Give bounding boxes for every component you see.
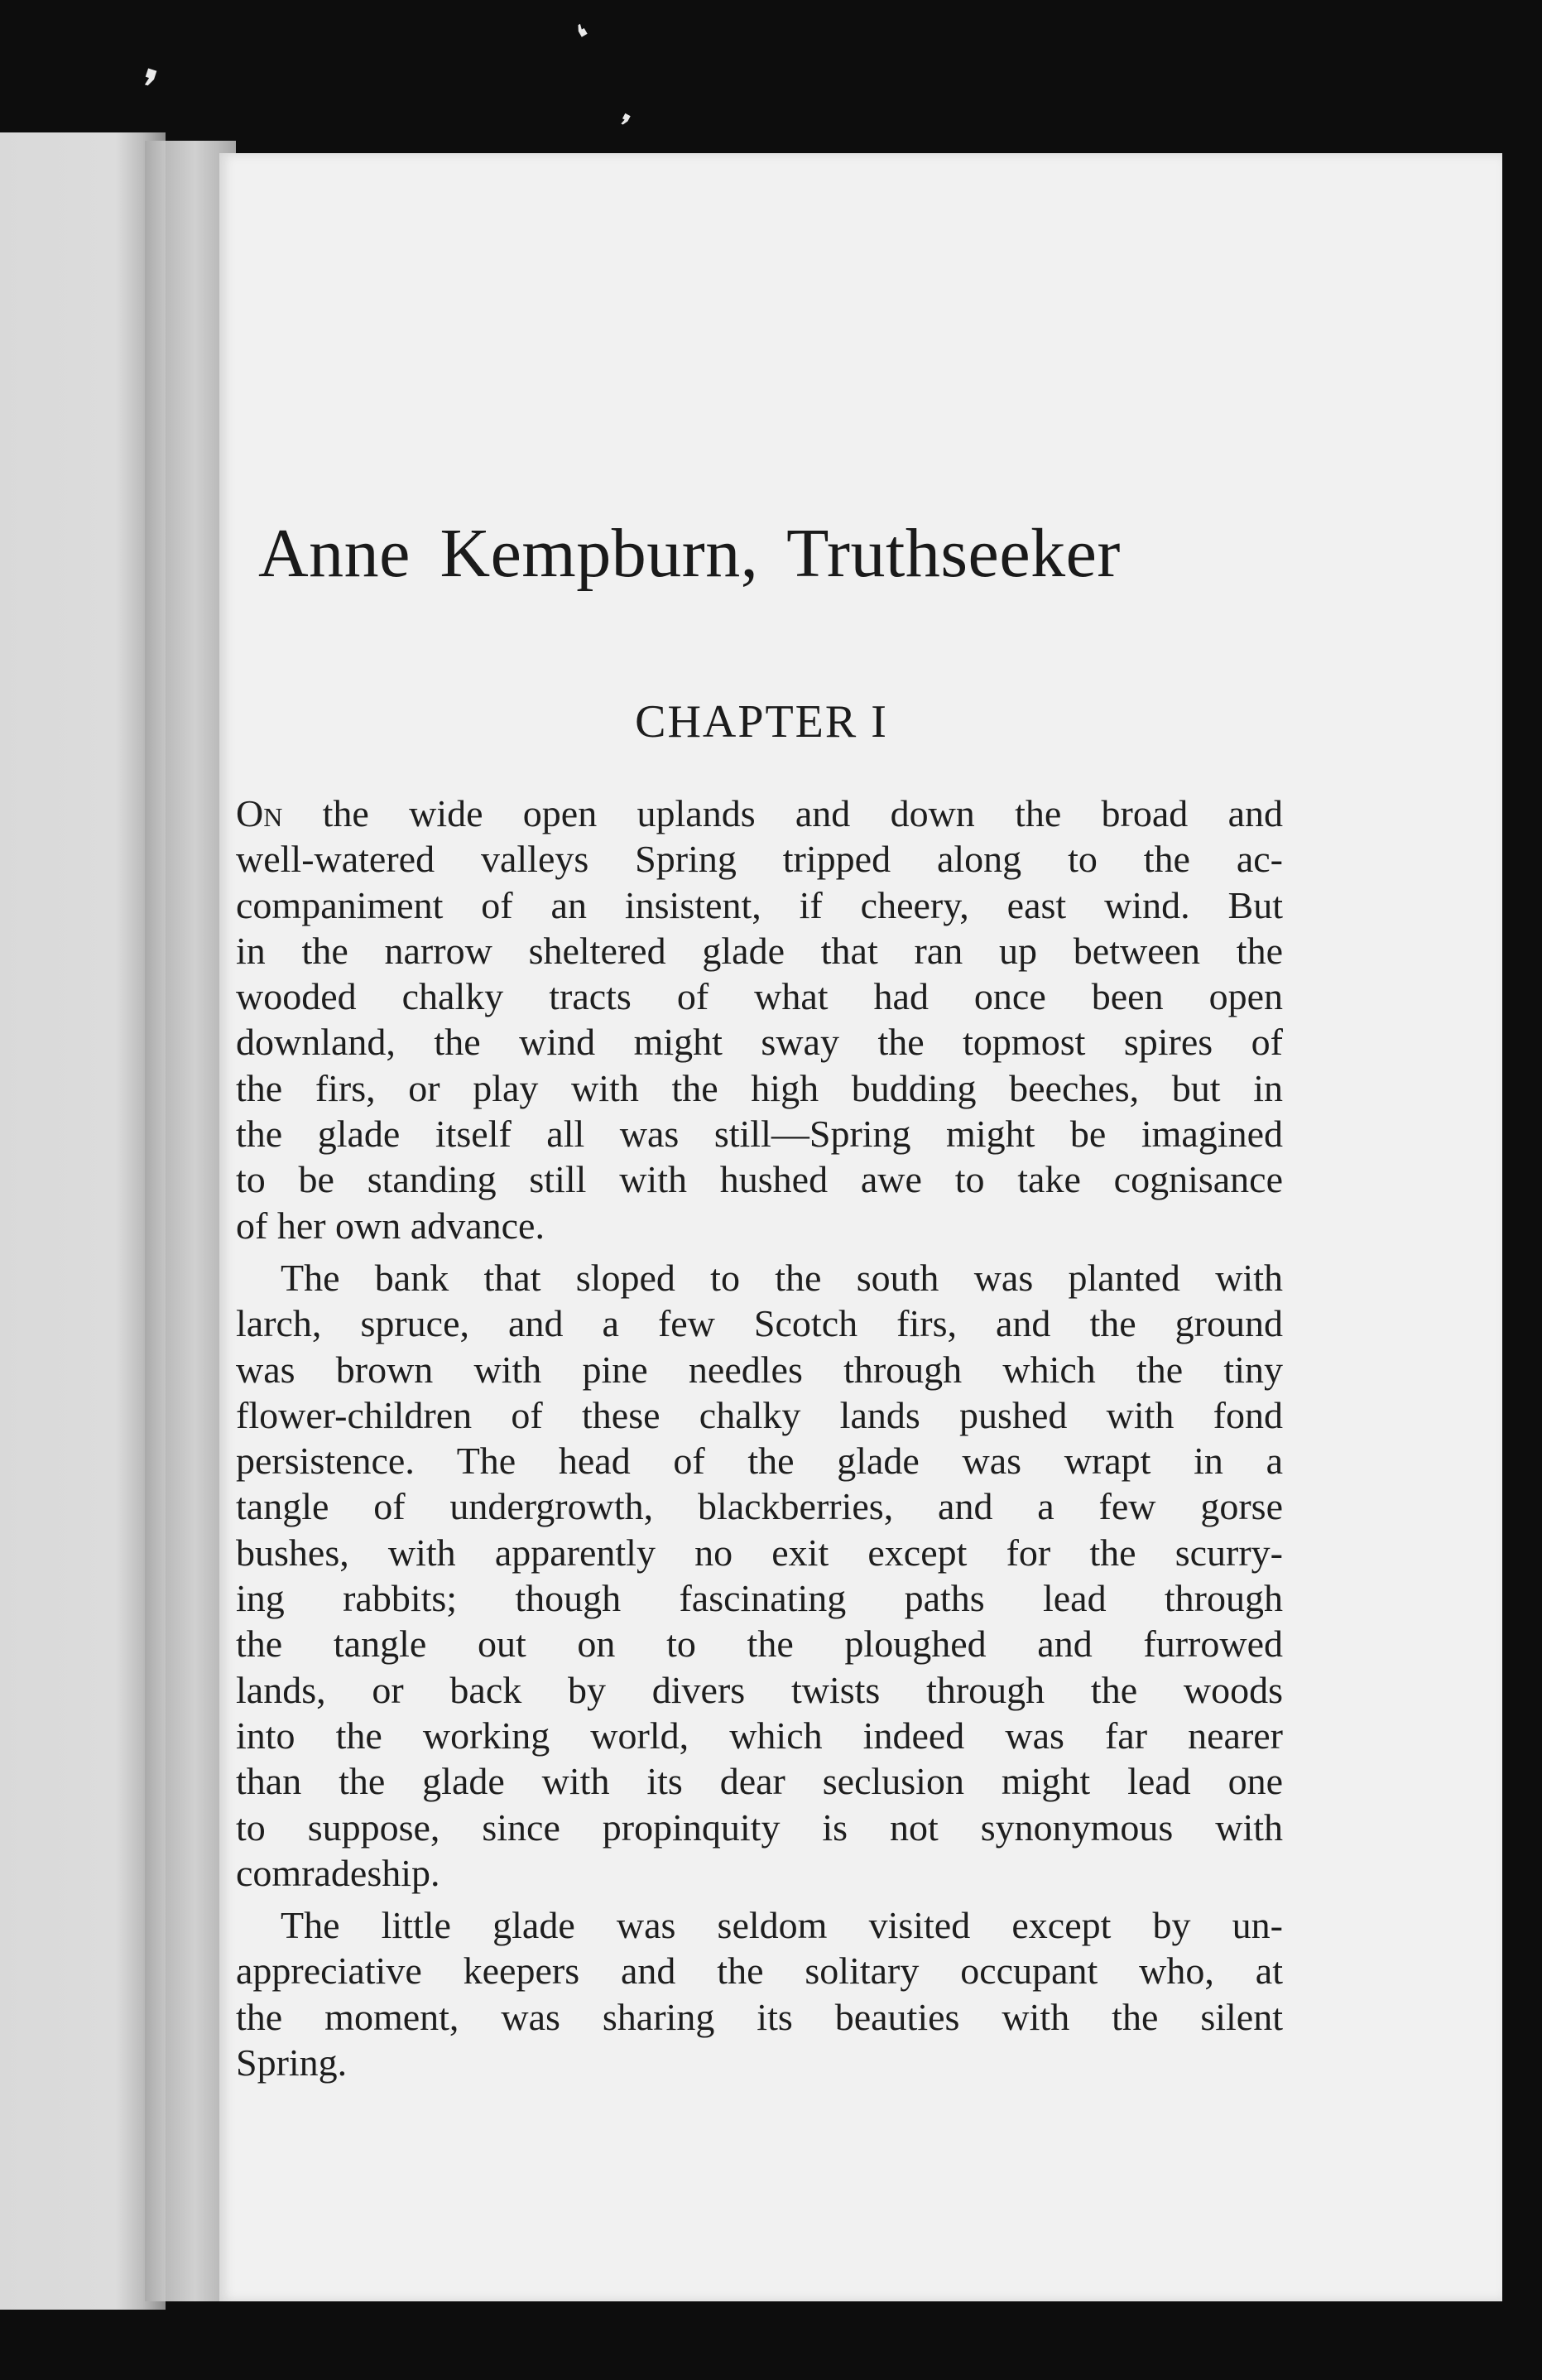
- paragraph: [236, 1902, 1283, 2085]
- chapter-heading: CHAPTER I: [635, 696, 888, 748]
- text-line: in the narrow sheltered glade that ran up between the: [236, 929, 1283, 972]
- text-line: the firs, or play with the high budding beeches, but in: [236, 1066, 1283, 1109]
- paragraph-gap: [236, 1248, 1283, 1255]
- text-line: the moment, was sharing its beauties with the silent: [236, 1995, 1283, 2038]
- text-line: appreciative keepers and the solitary occupant who, at: [236, 1950, 1283, 1993]
- text-line: persistence. The head of the glade was wrapt in a: [236, 1440, 1283, 1483]
- scan-speck: ❜: [608, 107, 636, 147]
- scan-speck: ❜: [130, 58, 164, 119]
- text-line: Spring.: [236, 2041, 348, 2084]
- text-line: was brown with pine needles through which the tiny: [236, 1348, 1283, 1391]
- scan-speck: ❛: [569, 16, 601, 60]
- text-line: lands, or back by divers twists through the woods: [236, 1668, 1283, 1711]
- text-line: than the glade with its dear seclusion might lead one: [236, 1760, 1283, 1803]
- text-line: the tangle out on to the ploughed and furrowed: [236, 1623, 1283, 1666]
- text-line: larch, spruce, and a few Scotch firs, and the ground: [236, 1302, 1283, 1345]
- text-line: to suppose, since propinquity is not synonymous with: [236, 1805, 1283, 1849]
- text-line: of her own advance.: [236, 1204, 545, 1247]
- text-line: to be standing still with hushed awe to take cognisance: [236, 1158, 1283, 1201]
- paragraph-gap: [236, 1896, 1283, 1902]
- paragraph: [236, 791, 1283, 1248]
- text-line: The bank that sloped to the south was planted with: [281, 1256, 1283, 1299]
- text-line: the glade itself all was still—Spring might be imagined: [236, 1113, 1283, 1156]
- text-line: wooded chalky tracts of what had once been open: [236, 975, 1283, 1018]
- text-line: The little glade was seldom visited except by un-: [281, 1904, 1283, 1947]
- text-line: bushes, with apparently no exit except for the scurry-: [236, 1531, 1283, 1574]
- text-line: flower-children of these chalky lands pushed with fond: [236, 1393, 1283, 1436]
- text-line: tangle of undergrowth, blackberries, and a few gorse: [236, 1485, 1283, 1528]
- text-line: ing rabbits; though fascinating paths lead through: [236, 1577, 1283, 1620]
- chapter-body: [236, 791, 1283, 2085]
- book-title: Anne Kempburn, Truthseeker: [258, 515, 1121, 592]
- text-line: comradeship.: [236, 1851, 440, 1894]
- text-line: well-watered valleys Spring tripped along to the ac-: [236, 838, 1283, 881]
- text-line: On the wide open uplands and down the broad and: [236, 792, 1283, 834]
- left-page-edge: [0, 132, 166, 2310]
- text-line: downland, the wind might sway the topmost spires of: [236, 1021, 1283, 1064]
- text-line: into the working world, which indeed was far nearer: [236, 1714, 1283, 1757]
- paragraph: [236, 1255, 1283, 1896]
- text-line: companiment of an insistent, if cheery, east wind. But: [236, 883, 1283, 926]
